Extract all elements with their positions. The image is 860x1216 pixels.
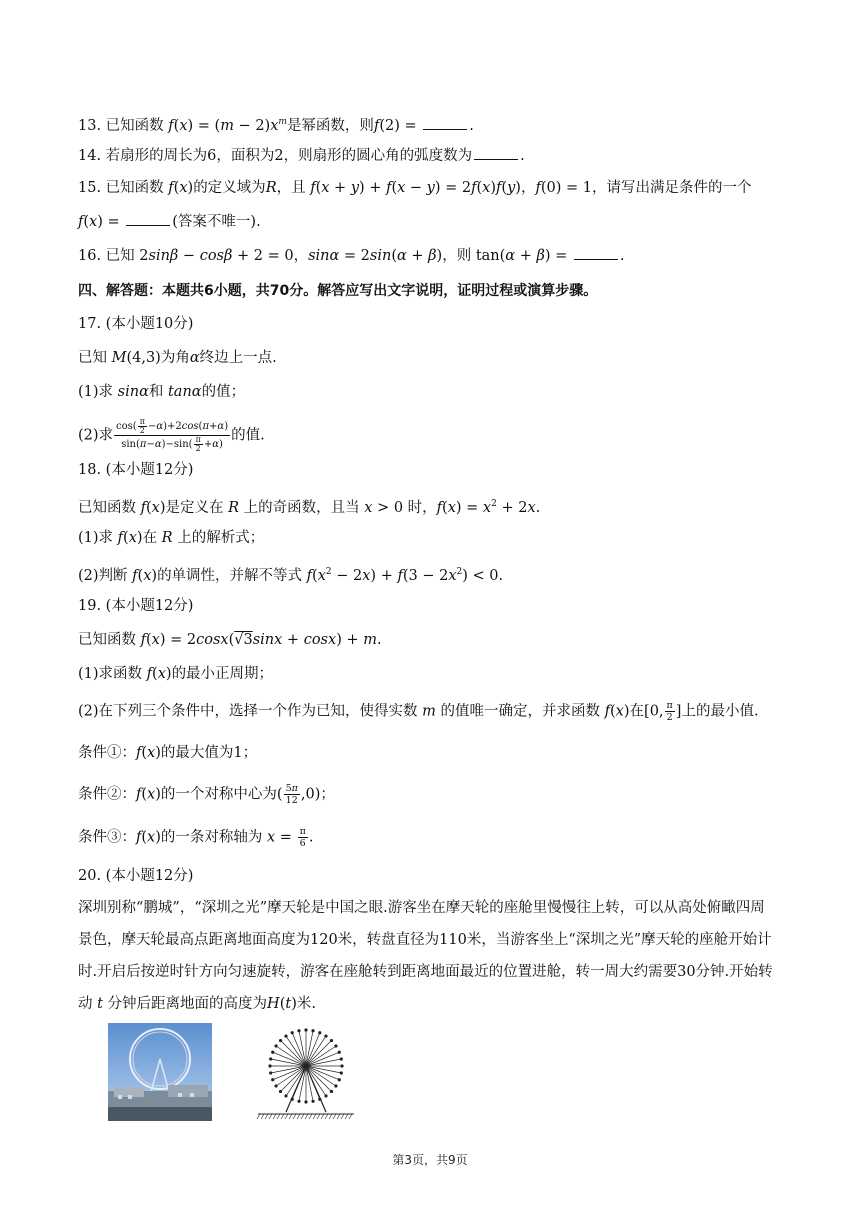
q18-p2-a: (2)判断 — [78, 567, 128, 584]
q19-part2: (2)在下列三个条件中，选择一个作为已知，使得实数 m 的值唯一确定，并求函数 f(x)在[0, $\frac{\pi}{2}$ ]上的最小值. — [78, 700, 759, 723]
q20-body: 深圳别称“鹏城”，“深圳之光”摩天轮是中国之眼.游客坐在摩天轮的座舱里慢慢往上转，可以从高处俯瞰四周景色，摩天轮最高点距离地面高度为120米，转盘直径为110米，当游客坐上“深圳之光”摩天轮的座舱开始计时.开启后按逆时针方向匀速旋转，游客在座舱转到距离地面最近的位置进舱，转一周大约需要30分钟.开始转动 t 分钟后距离地面的高度为H(t)米. — [78, 900, 773, 1012]
answer-blank[interactable] — [126, 211, 170, 226]
q19-condition-2: 条件②：f(x)的一个对称中心为( $\frac{5\pi}{12}$ ,0)； — [78, 783, 335, 806]
q20-body-b: 分钟后距离地面的高度为 — [107, 996, 268, 1012]
q19-c2-b: 的一个对称中心为 — [160, 786, 277, 803]
q15-text-c: ，且 — [276, 180, 306, 196]
q18-part1: (1)求 f(x)在 R 上的解析式； — [78, 530, 265, 546]
q19-c3-a: 条件③： — [78, 829, 136, 846]
q16-mid: ， — [293, 248, 309, 264]
ferris-wheel-diagram — [256, 1026, 356, 1122]
q19-p2-a: (2)在下列三个条件中，选择一个作为已知，使得实数 — [78, 703, 418, 720]
q19-header: 19. (本小题12分) — [78, 598, 194, 614]
q18-stem-d: 时， — [407, 499, 437, 516]
q19-p2-b: 的值唯一确定，并求函数 — [440, 703, 601, 720]
ferris-wheel-photo — [108, 1023, 212, 1121]
q17-p2-b: 的值. — [231, 427, 265, 444]
q15-text-a: 15. 已知函数 — [78, 180, 164, 196]
q15-text-e: ，请写出满足条件的一个 — [591, 180, 752, 196]
q19-p1-a: (1)求函数 — [78, 666, 143, 682]
page-footer: 第3页，共9页 — [392, 1153, 468, 1167]
q18-header: 18. (本小题12分) — [78, 462, 194, 478]
q17-p2-a: (2)求 — [78, 427, 114, 444]
q18-p2-b: 的单调性，并解不等式 — [157, 567, 303, 584]
q13-prefix: 13. 已知函数 — [78, 117, 164, 134]
q19-c2-c: ； — [320, 786, 335, 803]
q18-stem-a: 已知函数 — [78, 499, 136, 516]
q17-fraction: cos( $\frac{\pi}{2}$ −α)+2cos(π+α) sin(π−α)−sin( $\frac{\pi}{2}$ +α) — [116, 417, 229, 453]
q19-c2-a: 条件②： — [78, 786, 136, 803]
q18-stem: 已知函数 f(x)是定义在 R 上的奇函数，且当 x > 0 时，$f(x) = x^2 + 2x$. — [78, 499, 541, 516]
q15-text-f: (答案不唯一). — [172, 214, 261, 230]
q17-p1-b: 和 — [148, 384, 164, 400]
q17-stem-b: 为角 — [160, 350, 190, 366]
q18-p1-c: 上的解析式； — [177, 530, 265, 546]
q17-stem-c: 终边上一点. — [199, 350, 277, 366]
q19-c3-b: 的一条对称轴为 — [160, 829, 263, 846]
q13-end: . — [469, 117, 474, 134]
q18-p1-b: 在 — [142, 530, 158, 546]
q19-p2-c: 在 — [629, 703, 645, 720]
q18-part2: (2)判断 f(x)的单调性，并解不等式 $f(x^2 - 2x) + f(3 - 2x^2) < 0$. — [78, 567, 504, 584]
q19-part1: (1)求函数 f(x)的最小正周期； — [78, 666, 274, 682]
q19-c1-b: 的最大值为1； — [160, 745, 258, 761]
q17-p1-c: 的值； — [201, 384, 246, 400]
q16-end: . — [619, 248, 625, 264]
q14-end: . — [520, 148, 525, 164]
q17-stem: 已知 M(4,3)为角α终边上一点. — [78, 350, 277, 366]
question-16: 16. 已知 2sinβ − cosβ + 2 = 0，sinα = 2sin(α + β)，则 tan(α + β) = . — [78, 245, 625, 266]
q19-condition-1: 条件①：f(x)的最大值为1； — [78, 745, 258, 761]
q20-body-a: 深圳别称“鹏城”，“深圳之光”摩天轮是中国之眼.游客坐在摩天轮的座舱里慢慢往上转，可以从高处俯瞰四周景色，摩天轮最高点距离地面高度为120米，转盘直径为110米，当游客坐上“深圳之光”摩天轮的座舱开始计时.开启后按逆时针方向匀速旋转，游客在座舱转到距离地面最近的位置进舱，转一周大约需要30分钟.开始转动 — [78, 900, 773, 1012]
question-15-line1: 15. 已知函数 f(x)的定义域为R，且 f(x + y) + f(x − y) = 2f(x)f(y)，f(0) = 1，请写出满足条件的一个 — [78, 180, 752, 196]
q15-text-b: 的定义域为 — [193, 180, 266, 196]
answer-blank[interactable] — [574, 245, 618, 260]
q19-p1-b: 的最小正周期； — [171, 666, 274, 682]
q19-c1-a: 条件①： — [78, 745, 136, 761]
question-13: 13. 已知函数 $f(x) = (m - 2)x^m$是幂函数，则f(2) = . — [78, 112, 474, 136]
section-heading: 四、解答题：本题共6小题，共70分。解答应写出文字说明，证明过程或演算步骤。 — [78, 283, 598, 299]
q17-stem-a: 已知 — [78, 350, 107, 366]
q19-p2-d: 上的最小值. — [681, 703, 759, 720]
question-15-line2: f(x) = (答案不唯一). — [78, 211, 261, 232]
q17-p1-a: (1)求 — [78, 384, 114, 400]
q20-body-c: 米. — [296, 996, 316, 1012]
q15-text-d: ， — [520, 180, 536, 196]
question-14 — [78, 145, 525, 166]
q20-header: 20. (本小题12分) — [78, 868, 194, 884]
q18-stem-c: 上的奇函数，且当 — [243, 499, 360, 516]
q13-mid: 是幂函数，则 — [286, 117, 374, 134]
answer-blank[interactable] — [474, 145, 518, 160]
answer-blank[interactable] — [423, 115, 467, 130]
q14-text: 14. 若扇形的周长为6，面积为2，则扇形的圆心角的弧度数为 — [78, 148, 473, 164]
q16-prefix: 16. 已知 — [78, 248, 135, 264]
q18-stem-b: 是定义在 — [165, 499, 224, 516]
q18-p1-a: (1)求 — [78, 530, 114, 546]
q19-stem-a: 已知函数 — [78, 632, 136, 648]
q17-part2 — [78, 418, 265, 453]
q16-mid2: ，则 — [442, 248, 472, 264]
q19-stem: 已知函数 f(x) = 2cosx(√3sinx + cosx) + m. — [78, 632, 382, 648]
q17-header: 17. (本小题10分) — [78, 316, 194, 332]
q17-part1: (1)求 sinα和 tanα的值； — [78, 384, 246, 400]
q19-condition-3: 条件③：f(x)的一条对称轴为 x = $\frac{\pi}{6}$ . — [78, 826, 314, 849]
